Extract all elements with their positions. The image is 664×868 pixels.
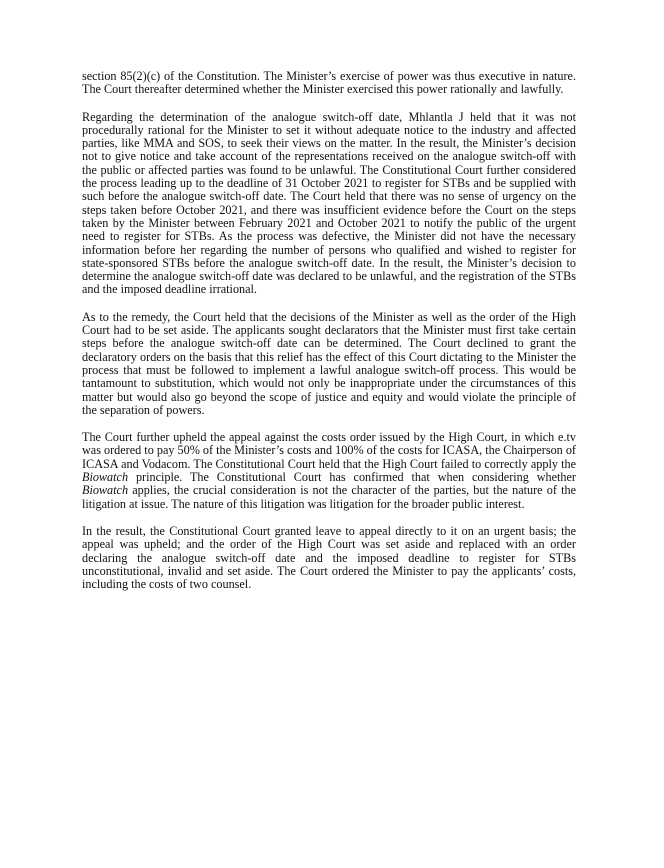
document-page <box>82 70 576 605</box>
paragraph-text: principle. The Constitutional Court has confirmed that when considering whether <box>128 470 576 485</box>
paragraph-text: section 85(2)(c) of the Constitution. The Minister’s exercise of power was thus executive in nature. The Court thereafter determined whether the Minister exercised this power rationally and lawfully. <box>82 69 576 97</box>
paragraph-switch-off-date-rationality <box>82 111 576 297</box>
paragraph-text: The Court further upheld the appeal against the costs order issued by the High Court, in which e.tv was ordered to pay 50% of the Minister’s costs and 100% of the costs for ICASA, the Chairperson of ICASA and Vodacom. The Constitutional Court held that the High Court failed to correctly apply the <box>82 430 576 471</box>
paragraph-order-result <box>82 525 576 591</box>
case-name-biowatch: Biowatch <box>82 483 129 498</box>
paragraph-text: applies, the crucial consideration is not the character of the parties, but the nature of the litigation at issue. The nature of this litigation was litigation for the broader public interest. <box>82 483 576 511</box>
paragraph-text: Regarding the determination of the analogue switch-off date, Mhlantla J held that it was not procedurally rational for the Minister to set it without adequate notice to the industry and affected parties, like MMA and SOS, to seek their views on the matter. In the result, the Minister’s decision not to give notice and take account of the representations received on the analogue switch-off with the public or affected parties was found to be unlawful. The Constitutional Court further considered the process leading up to the deadline of 31 October 2021 to register for STBs and be supplied with such before the analogue switch-off date. The Court held that there was no sense of urgency on the steps taken before October 2021, and there was insufficient evidence before the Court on the steps taken by the Minister between February 2021 and October 2021 to notify the public of the urgent need to register for STBs. As the process was defective, the Minister did not have the necessary information before her regarding the number of persons who qualified and wished to register for state-sponsored STBs before the analogue switch-off date. In the result, the Minister’s decision to determine the analogue switch-off date was declared to be unlawful, and the registration of the STBs and the imposed deadline irrational. <box>82 109 576 297</box>
paragraph-section-85-executive-power <box>82 70 576 97</box>
paragraph-costs-order <box>82 431 576 511</box>
paragraph-text: As to the remedy, the Court held that the decisions of the Minister as well as the order of the High Court had to be set aside. The applicants sought declarators that the Minister must first take certain steps before the analogue switch-off date can be determined. The Court declined to grant the declaratory orders on the basis that this relief has the effect of this Court dictating to the Minister the process that must be followed to implement a lawful analogue switch-off process. This would be tantamount to substitution, which would not only be inappropriate under the circumstances of this matter but would also go beyond the scope of justice and equity and would violate the principle of the separation of powers. <box>82 309 576 417</box>
paragraph-remedy <box>82 311 576 417</box>
case-name-biowatch: Biowatch <box>82 470 129 485</box>
paragraph-text: In the result, the Constitutional Court granted leave to appeal directly to it on an urgent basis; the appeal was upheld; and the order of the High Court was set aside and replaced with an order declaring the analogue switch-off date and the imposed deadline to register for STBs unconstitutional, invalid and set aside. The Court ordered the Minister to pay the applicants’ costs, including the costs of two counsel. <box>82 523 576 592</box>
